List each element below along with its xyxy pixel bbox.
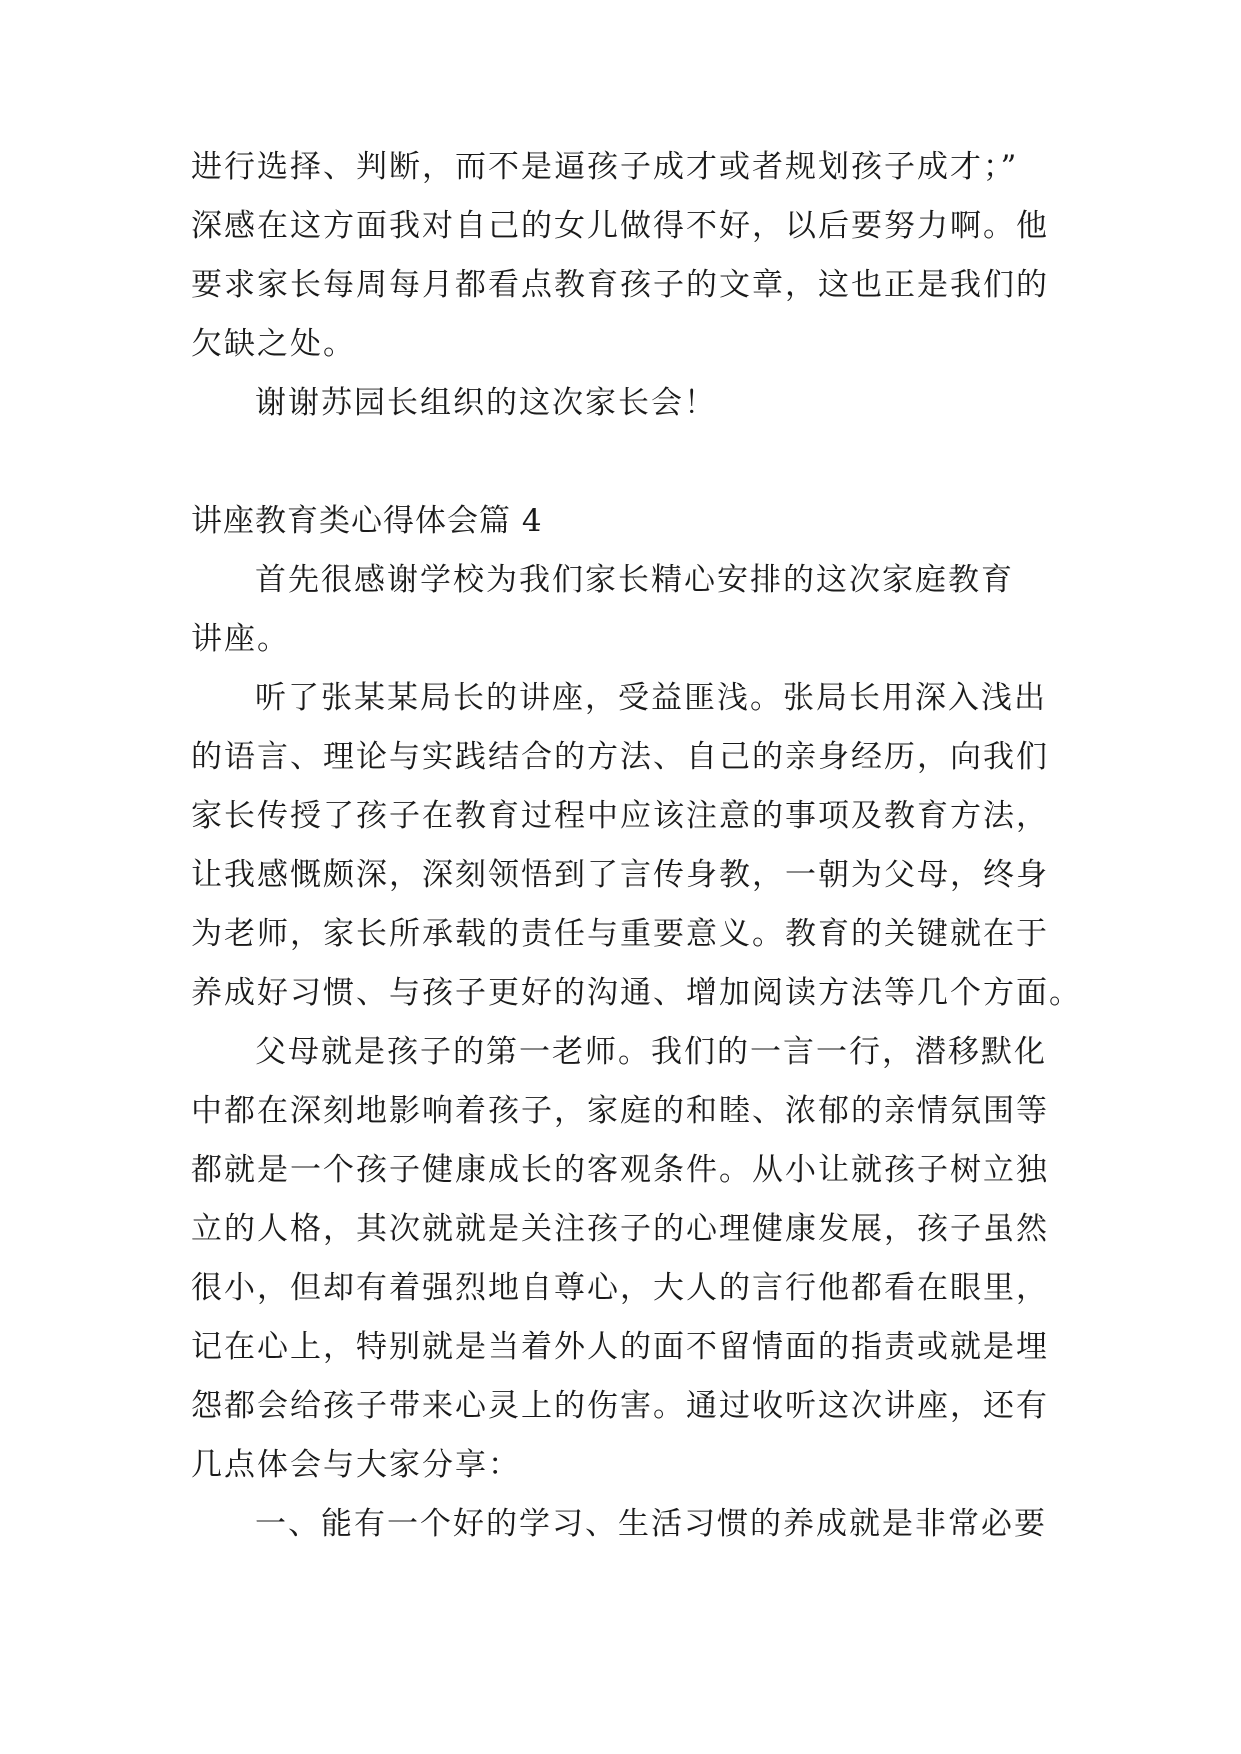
text-line: 让我感慨颇深，深刻领悟到了言传身教，一朝为父母，终身 xyxy=(191,857,1049,893)
text-line: 进行选择、判断，而不是逼孩子成才或者规划孩子成才；” xyxy=(191,149,1019,185)
text-line: 养成好习惯、与孩子更好的沟通、增加阅读方法等几个方面。 xyxy=(191,975,1082,1011)
text-line: 的语言、理论与实践结合的方法、自己的亲身经历，向我们 xyxy=(191,739,1049,775)
text-line: 听了张某某局长的讲座，受益匪浅。张局长用深入浅出 xyxy=(255,680,1047,716)
text-line: 为老师，家长所承载的责任与重要意义。教育的关键就在于 xyxy=(191,916,1049,952)
text-line: 记在心上，特别就是当着外人的面不留情面的指责或就是埋 xyxy=(191,1329,1049,1365)
text-line: 要求家长每周每月都看点教育孩子的文章，这也正是我们的 xyxy=(191,267,1049,303)
section-heading: 讲座教育类心得体会篇 4 xyxy=(191,503,543,539)
text-line: 欠缺之处。 xyxy=(191,326,356,362)
text-line: 家长传授了孩子在教育过程中应该注意的事项及教育方法， xyxy=(191,798,1049,834)
text-line: 怨都会给孩子带来心灵上的伤害。通过收听这次讲座，还有 xyxy=(191,1388,1049,1424)
paragraph-gap xyxy=(191,433,1051,492)
text-line: 深感在这方面我对自己的女儿做得不好，以后要努力啊。他 xyxy=(191,208,1049,244)
text-line: 首先很感谢学校为我们家长精心安排的这次家庭教育 xyxy=(255,562,1014,598)
text-line: 都就是一个孩子健康成长的客观条件。从小让就孩子树立独 xyxy=(191,1152,1049,1188)
text-line: 讲座。 xyxy=(191,621,290,657)
text-line: 中都在深刻地影响着孩子，家庭的和睦、浓郁的亲情氛围等 xyxy=(191,1093,1049,1129)
text-line: 父母就是孩子的第一老师。我们的一言一行，潜移默化 xyxy=(255,1034,1047,1070)
thanks-line: 谢谢苏园长组织的这次家长会！ xyxy=(255,385,717,421)
text-line: 立的人格，其次就就是关注孩子的心理健康发展，孩子虽然 xyxy=(191,1211,1049,1247)
document-body xyxy=(191,138,1082,1554)
text-line: 很小，但却有着强烈地自尊心，大人的言行他都看在眼里， xyxy=(191,1270,1049,1306)
text-line: 一、能有一个好的学习、生活习惯的养成就是非常必要 xyxy=(255,1506,1047,1542)
text-line: 几点体会与大家分享： xyxy=(191,1447,521,1483)
